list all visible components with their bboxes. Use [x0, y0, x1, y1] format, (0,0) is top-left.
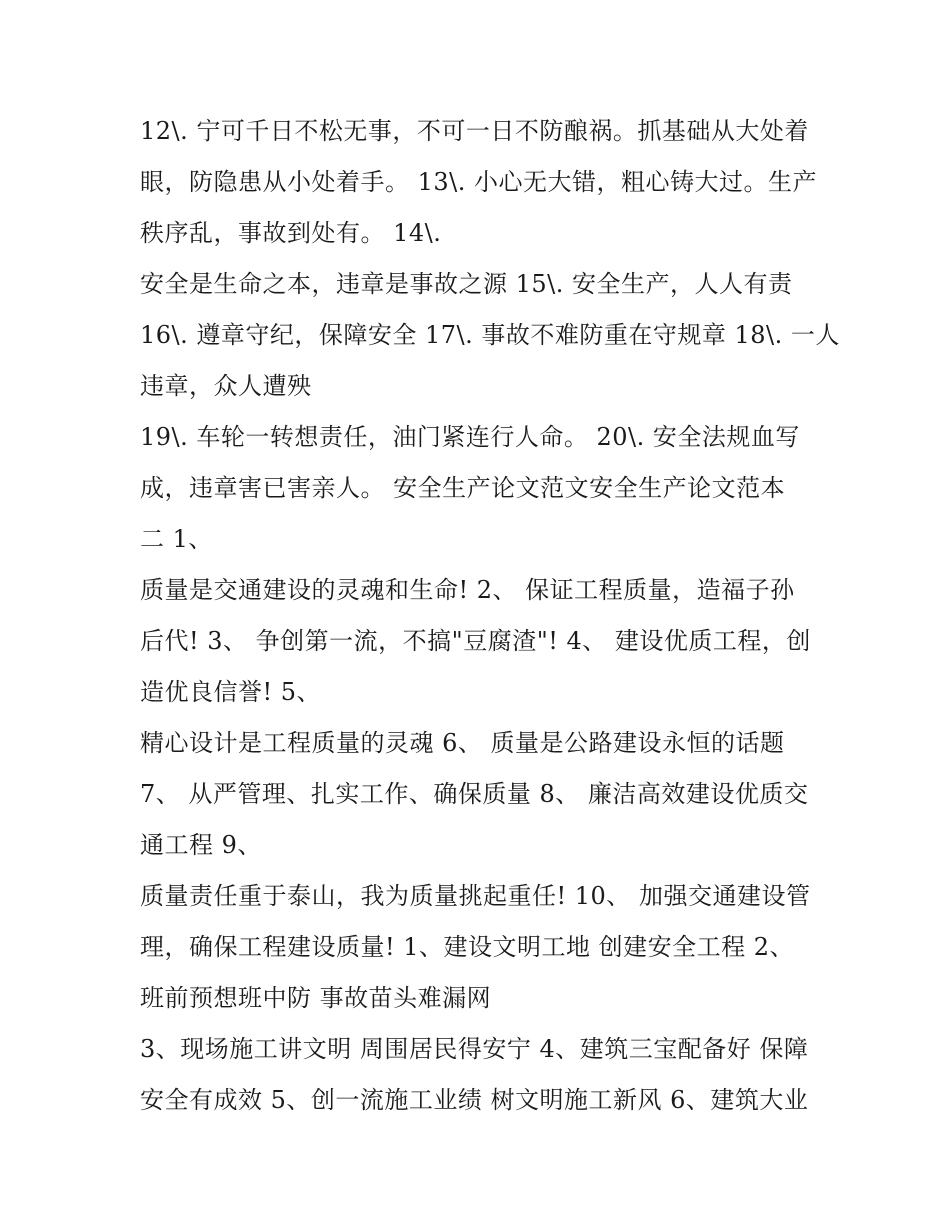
text-line: 安全是生命之本，违章是事故之源 15\. 安全生产，人人有责 — [140, 270, 793, 298]
body-text — [140, 106, 840, 1126]
text-line: 成，违章害已害亲人。 安全生产论文范文安全生产论文范本 — [140, 474, 786, 502]
text-line: 安全有成效 5、创一流施工业绩 树文明施工新风 6、建筑大业 — [140, 1086, 809, 1114]
text-line: 违章，众人遭殃 — [140, 372, 312, 400]
text-line: 班前预想班中防 事故苗头难漏网 — [140, 984, 492, 1012]
text-line: 12\. 宁可千日不松无事，不可一日不防酿祸。抓基础从大处着 — [140, 117, 809, 145]
text-line: 质量是交通建设的灵魂和生命! 2、 保证工程质量，造福子孙 — [140, 576, 795, 604]
text-line: 7、 从严管理、扎实工作、确保质量 8、 廉洁高效建设优质交 — [140, 780, 809, 808]
text-line: 3、现场施工讲文明 周围居民得安宁 4、建筑三宝配备好 保障 — [140, 1035, 809, 1063]
text-line: 精心设计是工程质量的灵魂 6、 质量是公路建设永恒的话题 — [140, 729, 785, 757]
text-line: 后代! 3、 争创第一流，不搞"豆腐渣"! 4、 建设优质工程，创 — [140, 627, 811, 655]
text-line: 秩序乱，事故到处有。 14\. — [140, 219, 442, 247]
text-line: 19\. 车轮一转想责任，油门紧连行人命。 20\. 安全法规血写 — [140, 423, 800, 451]
text-line: 质量责任重于泰山，我为质量挑起重任! 10、 加强交通建设管 — [140, 882, 811, 910]
text-line: 16\. 遵章守纪，保障安全 17\. 事故不难防重在守规章 18\. 一人 — [140, 321, 840, 349]
text-line: 理，确保工程建设质量! 1、建设文明工地 创建安全工程 2、 — [140, 933, 795, 961]
text-line: 二 1、 — [140, 525, 213, 553]
text-line: 通工程 9、 — [140, 831, 262, 859]
text-line: 眼，防隐患从小处着手。 13\. 小心无大错，粗心铸大过。生产 — [140, 168, 818, 196]
text-line: 造优良信誉! 5、 — [140, 678, 322, 706]
